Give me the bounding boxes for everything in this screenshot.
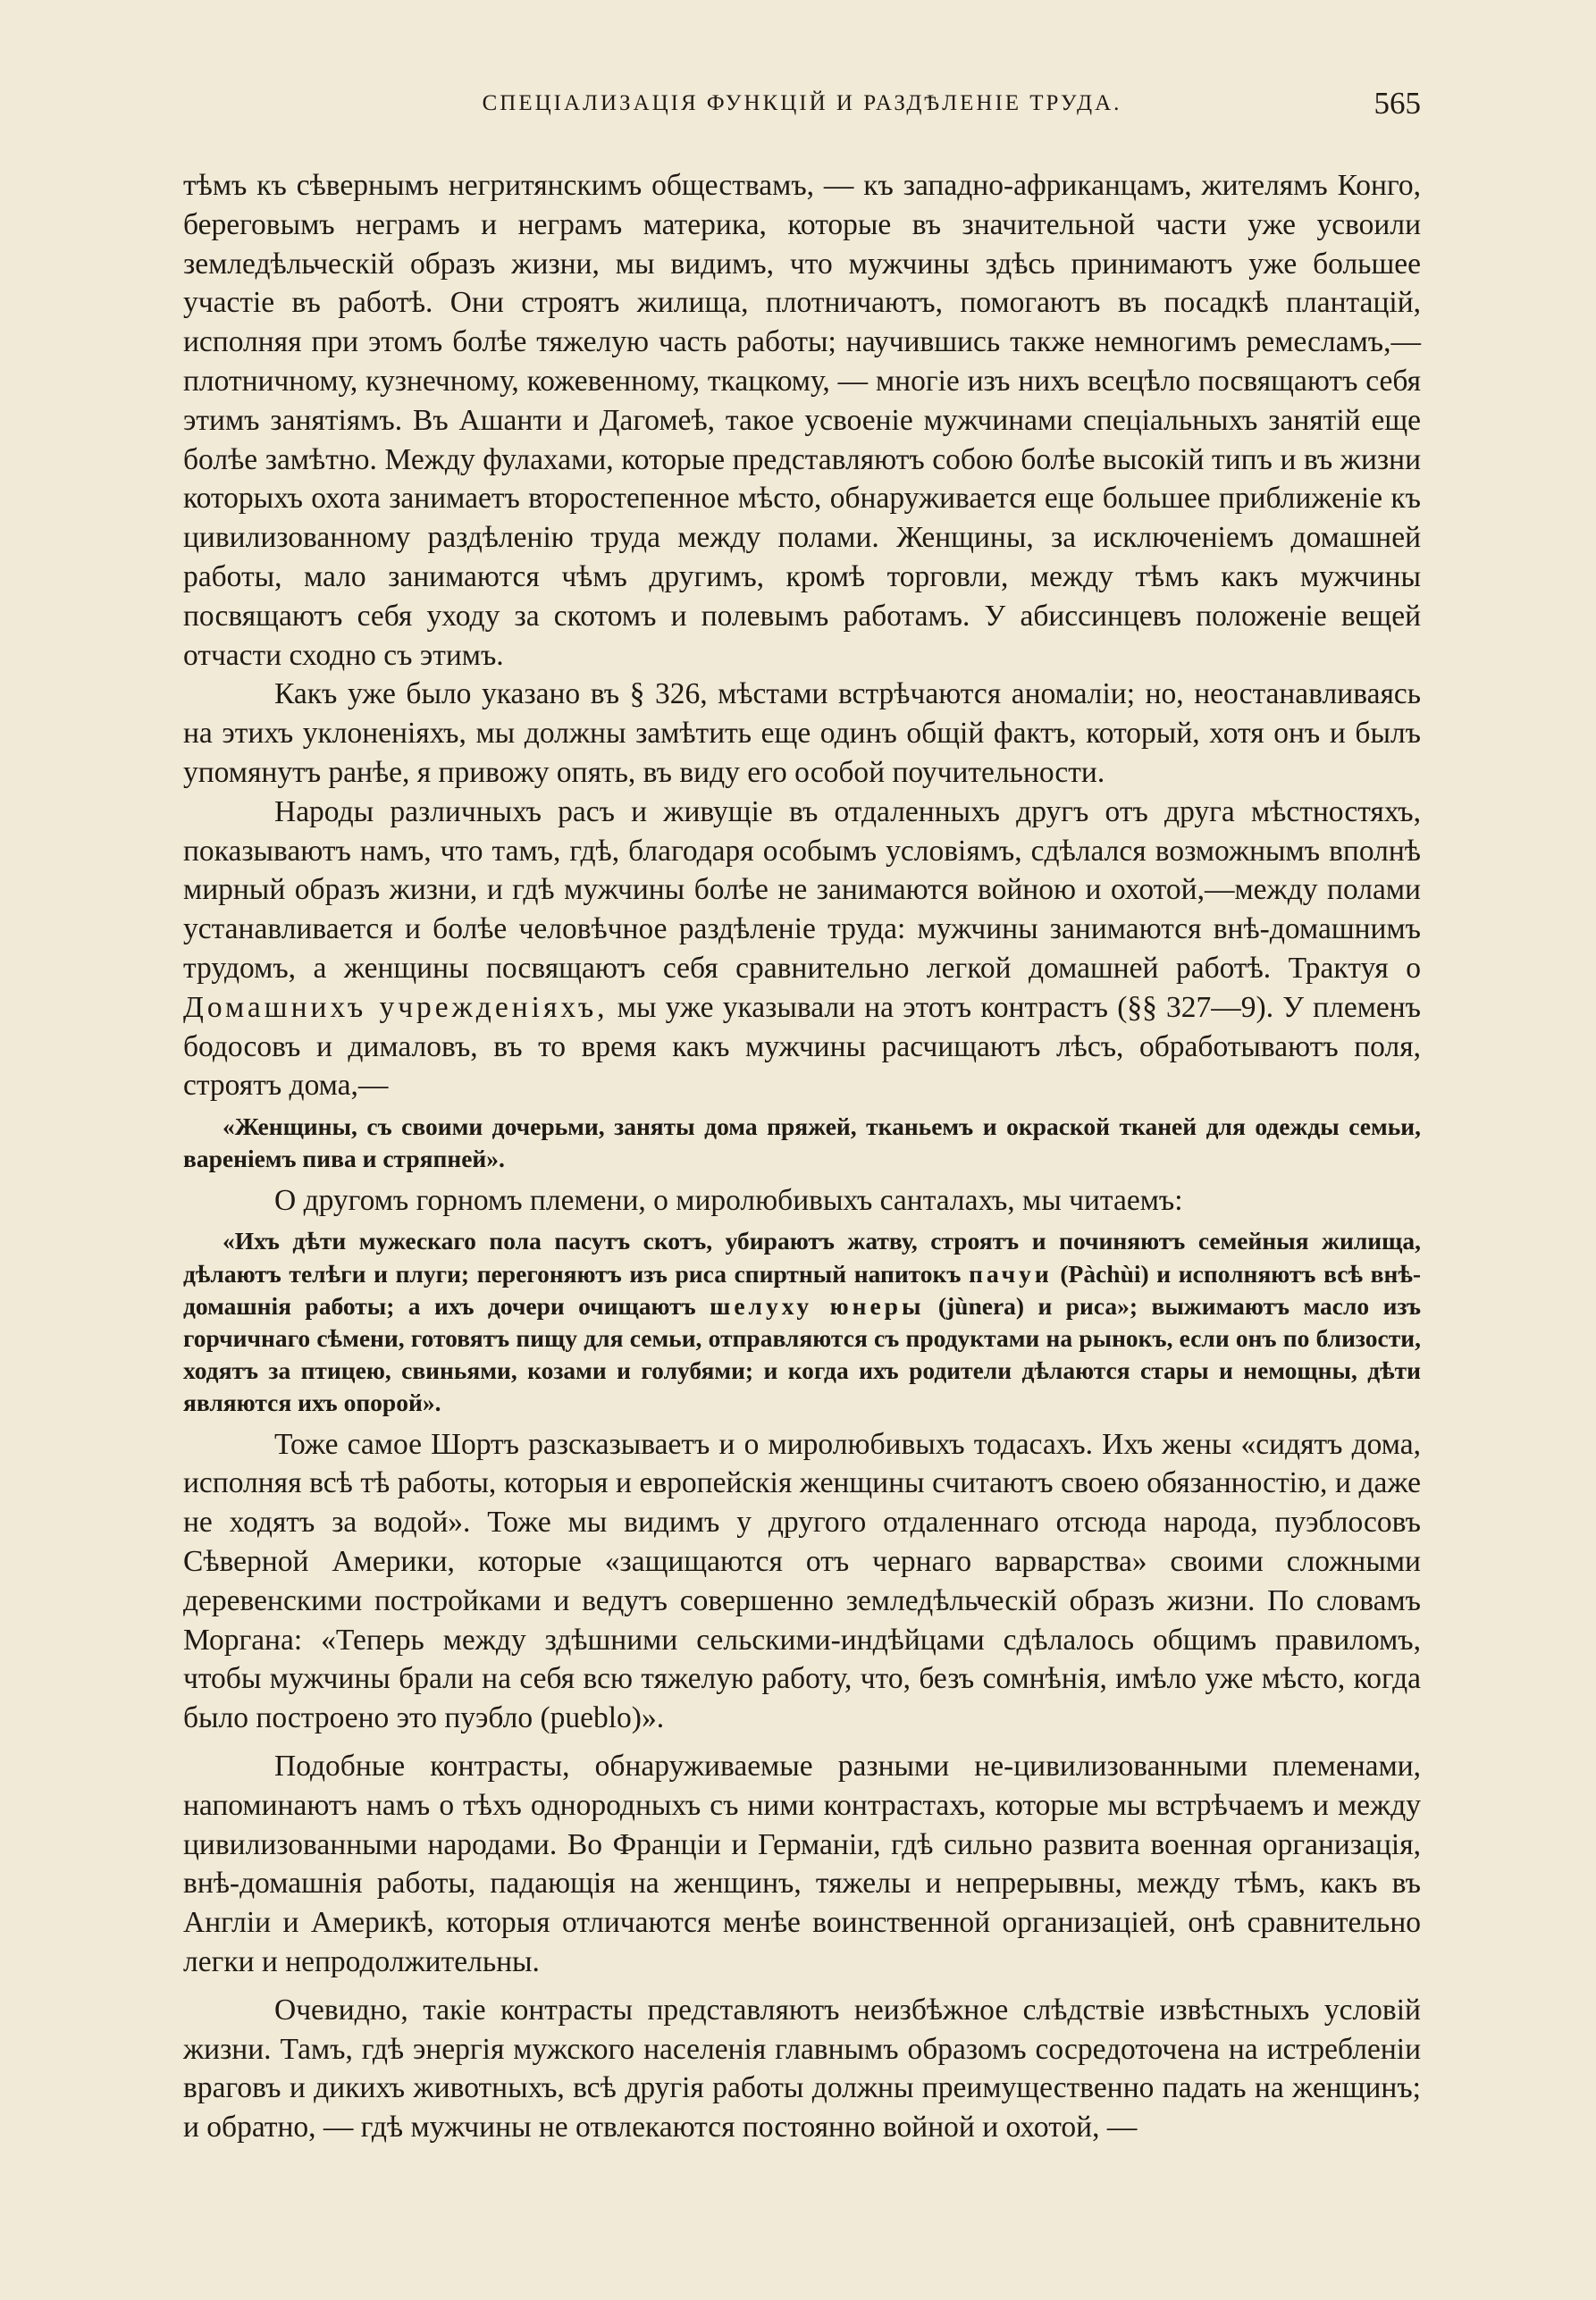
running-title: СПЕЦІАЛИЗАЦІЯ ФУНКЦІЙ И РАЗДѢЛЕНІЕ ТРУДА. [482,91,1122,115]
quote-santal-b: (Pàchùi) и исполняютъ всѣ внѣ-домашнія работы; а ихъ дочери очищаютъ [183,1259,1421,1320]
quote-bodo-dhimal: «Женщины, съ своими дочерьми, заняты дома пряжей, тканьемъ и окраской тканей для одежды семьи, вареніемъ пива и стряпней». [183,1112,1421,1173]
paragraph-3-tail: мы уже указывали на этотъ контрастъ (§§ 327—9). У племенъ бодосовъ и дималовъ, въ то время какъ мужчины расчищаютъ лѣсъ, обработываютъ поля, строятъ дома,— [183,990,1422,1103]
quote-santal-a: «Ихъ дѣти мужескаго пола пасутъ скотъ, убираютъ жатву, строятъ и починяютъ семейныя жилища, дѣлаютъ телѣги и плуги; перегоняютъ изъ риса спиртный напитокъ [183,1227,1421,1288]
spaced-term-junera: шелуху юнеры [710,1291,925,1320]
paragraph-3-text: Народы различныхъ расъ и живущіе въ отдаленныхъ другъ отъ друга мѣстностяхъ, показываютъ намъ, что тамъ, гдѣ, благодаря особымъ условіямъ, сдѣлался возможнымъ вполнѣ мирный образъ жизни, и гдѣ мужчины болѣе не занимаются войною и охотой,—между полами устанавливается и болѣе человѣчное раздѣленіе труда: мужчины занимаются внѣ-домашнимъ трудомъ, а женщины посвящаютъ себя сравнительно легкой домашней работѣ. Трактуя о [183,794,1421,985]
spaced-term: Домашнихъ учрежденіяхъ, [183,990,609,1024]
paragraph-3 [183,793,1421,1105]
paragraph-4: О другомъ горномъ племени, о миролюбивыхъ санталахъ, мы читаемъ: [274,1183,1183,1217]
paragraph-7: Очевидно, такіе контрасты представляютъ неизбѣжное слѣдствіе извѣстныхъ условій жизни. Тамъ, гдѣ энергія мужского населенія главнымъ образомъ сосредоточена на истребленіи враговъ и дикихъ животныхъ, всѣ другія работы должны преимущественно падать на женщинъ; и обратно, — гдѣ мужчины не отвлекаются постоянно войной и охотой, — [183,1993,1421,2145]
page-body [183,166,1421,2147]
paragraph-5: Тоже самое Шортъ разсказываетъ и о миролюбивыхъ тодасахъ. Ихъ жены «сидятъ дома, исполняя всѣ тѣ работы, которыя и европейскія женщины считаютъ своею обязанностію, и даже не ходятъ за водой». Тоже мы видимъ у другого отдаленнаго отсюда народа, пуэблосовъ Сѣверной Америки, которые «защищаются отъ чернаго варварства» своими сложными деревенскими постройками и ведутъ совершенно земледѣльческій образъ жизни. По словамъ Моргана: «Теперь между здѣшними сельскими-индѣйцами сдѣлалось общимъ правиломъ, чтобы мужчины брали на себя всю тяжелую работу, что, безъ сомнѣнія, имѣло уже мѣсто, когда было построено это пуэбло (pueblo)». [183,1427,1421,1735]
quote-santal [183,1225,1421,1419]
paragraph-2: Какъ уже было указано въ § 326, мѣстами встрѣчаются аномаліи; но, неостанавливаясь на этихъ уклоненіяхъ, мы должны замѣтить еще одинъ общій фактъ, который, хотя онъ и былъ упомянутъ ранѣе, я привожу опять, въ виду его особой поучительности. [183,677,1421,789]
page-number: 565 [1373,86,1421,121]
spaced-term-pachui: пачуи [969,1259,1053,1288]
paragraph-6: Подобные контрасты, обнаруживаемые разными не-цивилизованными племенами, напоминаютъ намъ о тѣхъ однородныхъ съ ними контрастахъ, которые мы встрѣчаемъ и между цивилизованными народами. Во Франціи и Германіи, гдѣ сильно развита военная организація, внѣ-домашнія работы, падающія на женщинъ, тяжелы и непрерывны, между тѣмъ, какъ въ Англіи и Америкѣ, которыя отличаются менѣе воинственной организаціей, онѣ сравнительно легки и непродолжительны. [183,1749,1421,1978]
page-header [183,86,1421,125]
paragraph-1: тѣмъ къ сѣвернымъ негритянскимъ обществамъ, — къ западно-африканцамъ, жителямъ Конго, береговымъ неграмъ и неграмъ материка, которые въ значительной части уже усвоили земледѣльческій образъ жизни, мы видимъ, что мужчины здѣсь принимаютъ уже большее участіе въ работѣ. Они строятъ жилища, плотничаютъ, помогаютъ въ посадкѣ плантацій, исполняя при этомъ болѣе тяжелую часть работы; научившись также немногимъ ремесламъ,—плотничному, кузнечному, кожевенному, ткацкому, — многіе изъ нихъ всецѣло посвящаютъ себя этимъ занятіямъ. Въ Ашанти и Дагомеѣ, такое усвоеніе мужчинами спеціальныхъ занятій еще болѣе замѣтно. Между фулахами, которые представляютъ собою болѣе высокій типъ и въ жизни которыхъ охота занимаетъ второстепенное мѣсто, обнаруживается еще большее приближеніе къ цивилизованному раздѣленію труда между полами. Женщины, за исключеніемъ домашней работы, мало занимаются чѣмъ другимъ, кромѣ торговли, между тѣмъ какъ мужчины посвящаютъ себя уходу за скотомъ и полевымъ работамъ. У абиссинцевъ положеніе вещей отчасти сходно съ этимъ. [183,169,1421,672]
quote-santal-c: (jùnera) и риса»; выжимаютъ масло изъ горчичнаго сѣмени, готовятъ пищу для семьи, отправляются съ продуктами на рынокъ, если онъ по близости, ходятъ за птицею, свиньями, козами и голубями; и когда ихъ родители дѣлаются стары и немощны, дѣти являются ихъ опорой». [183,1291,1422,1417]
